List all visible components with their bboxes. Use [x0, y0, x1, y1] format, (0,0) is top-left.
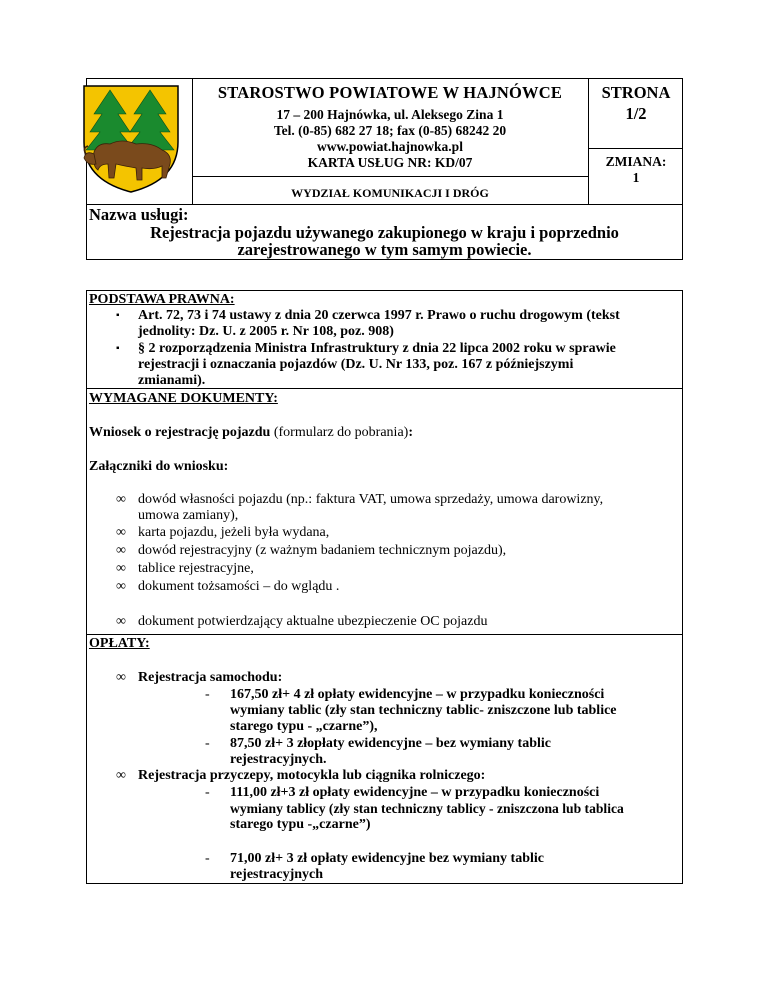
header-divider-left — [192, 78, 193, 205]
trailer-fee-1-line2: wymiany tablicy (zły stan techniczny tablicy - zniszczona lub tablica — [230, 801, 624, 816]
trailer-registration-label: Rejestracja przyczepy, motocykla lub ciągnika rolniczego: — [138, 768, 486, 783]
legal-item-1-line1: Art. 72, 73 i 74 ustawy z dnia 20 czerwca 1997 r. Prawo o ruchu drogowym (tekst — [138, 308, 620, 323]
car-fee-1-line1: 167,50 zł+ 4 zł opłaty ewidencyjne – w przypadku konieczności — [230, 687, 605, 702]
service-name-line1: Rejestracja pojazdu używanego zakupionego w kraju i poprzednio — [150, 223, 619, 242]
header-card-line — [192, 176, 588, 177]
application-line — [89, 425, 413, 441]
doc-item: tablice rejestracyjne, — [138, 561, 254, 576]
page-label: STRONA — [601, 83, 671, 102]
department-name: WYDZIAŁ KOMUNIKACJI I DRÓG — [291, 186, 489, 200]
square-bullet-icon: ▪ — [116, 343, 120, 354]
doc-item: dowód rejestracyjny (z ważnym badaniem technicznym pojazdu), — [138, 543, 507, 558]
infinity-bullet-icon: ∞ — [116, 543, 126, 558]
office-name: STAROSTWO POWIATOWE W HAJNÓWCE — [217, 83, 563, 102]
trailer-fee-1-line3: starego typu -„czarne”) — [230, 817, 371, 832]
attachments-label: Załączniki do wniosku: — [89, 459, 229, 474]
change-value: 1 — [632, 170, 640, 185]
infinity-bullet-icon: ∞ — [116, 525, 126, 540]
dash-bullet: - — [205, 785, 210, 800]
application-note: (formularz do pobrania) — [270, 425, 409, 440]
dash-bullet: - — [205, 687, 210, 702]
car-registration-label: Rejestracja samochodu: — [138, 670, 283, 685]
divider-docs-fees — [86, 634, 683, 635]
infinity-bullet-icon: ∞ — [116, 492, 126, 507]
office-phone: Tel. (0-85) 682 27 18; fax (0-85) 68242 20 — [273, 123, 507, 138]
service-name-line2: zarejestrowanego w tym samym powiecie. — [237, 240, 532, 259]
doc-item: dokument potwierdzający aktualne ubezpieczenie OC pojazdu — [138, 614, 488, 629]
dash-bullet: - — [205, 736, 210, 751]
header-row-line — [588, 148, 683, 149]
trailer-fee-1-line1: 111,00 zł+3 zł opłaty ewidencyjne – w przypadku konieczności — [230, 785, 600, 800]
infinity-bullet-icon: ∞ — [116, 614, 126, 629]
application-colon: : — [408, 425, 413, 440]
car-fee-1-line3: starego typu - „czarne”), — [230, 719, 378, 734]
legal-item-2-line1: § 2 rozporządzenia Ministra Infrastruktury z dnia 22 lipca 2002 roku w sprawie — [138, 341, 616, 356]
office-address: 17 – 200 Hajnówka, ul. Aleksego Zina 1 — [276, 107, 504, 122]
doc-item: karta pojazdu, jeżeli była wydana, — [138, 525, 330, 540]
doc-item: dowód własności pojazdu (np.: faktura VAT, umowa sprzedaży, umowa darowizny, — [138, 492, 604, 507]
dash-bullet: - — [205, 851, 210, 866]
infinity-bullet-icon: ∞ — [116, 670, 126, 685]
car-fee-2-line1: 87,50 zł+ 3 złopłaty ewidencyjne – bez wymiany tablic — [230, 736, 552, 751]
car-fee-2-line2: rejestracyjnych. — [230, 752, 327, 767]
documents-heading: WYMAGANE DOKUMENTY: — [89, 391, 278, 406]
doc-item: dokument tożsamości – do wglądu . — [138, 579, 340, 594]
trailer-fee-2-line2: rejestracyjnych — [230, 867, 324, 882]
infinity-bullet-icon: ∞ — [116, 768, 126, 783]
square-bullet-icon: ▪ — [116, 310, 120, 321]
legal-item-2-line3: zmianami). — [138, 373, 206, 388]
trailer-fee-2-line1: 71,00 zł+ 3 zł opłaty ewidencyjne bez wymiany tablic — [230, 851, 545, 866]
infinity-bullet-icon: ∞ — [116, 561, 126, 576]
infinity-bullet-icon: ∞ — [116, 579, 126, 594]
legal-basis-heading: PODSTAWA PRAWNA: — [89, 292, 235, 307]
doc-item: umowa zamiany), — [138, 508, 239, 523]
fees-heading: OPŁATY: — [89, 636, 150, 651]
card-number: KARTA USŁUG NR: KD/07 — [307, 155, 473, 170]
office-website: www.powiat.hajnowka.pl — [317, 139, 463, 154]
page-value: 1/2 — [625, 104, 647, 123]
application-title: Wniosek o rejestrację pojazdu — [89, 425, 271, 440]
legal-item-2-line2: rejestracji i oznaczania pojazdów (Dz. U. Nr 133, poz. 167 z późniejszymi — [138, 357, 574, 372]
legal-item-1-line2: jednolity: Dz. U. z 2005 r. Nr 108, poz. 908) — [138, 324, 394, 339]
change-label: ZMIANA: — [605, 154, 667, 169]
coat-of-arms-logo — [76, 80, 186, 194]
service-label: Nazwa usługi: — [89, 205, 189, 224]
car-fee-1-line2: wymiany tablic (zły stan techniczny tablic- zniszczone lub tablice — [230, 703, 617, 718]
